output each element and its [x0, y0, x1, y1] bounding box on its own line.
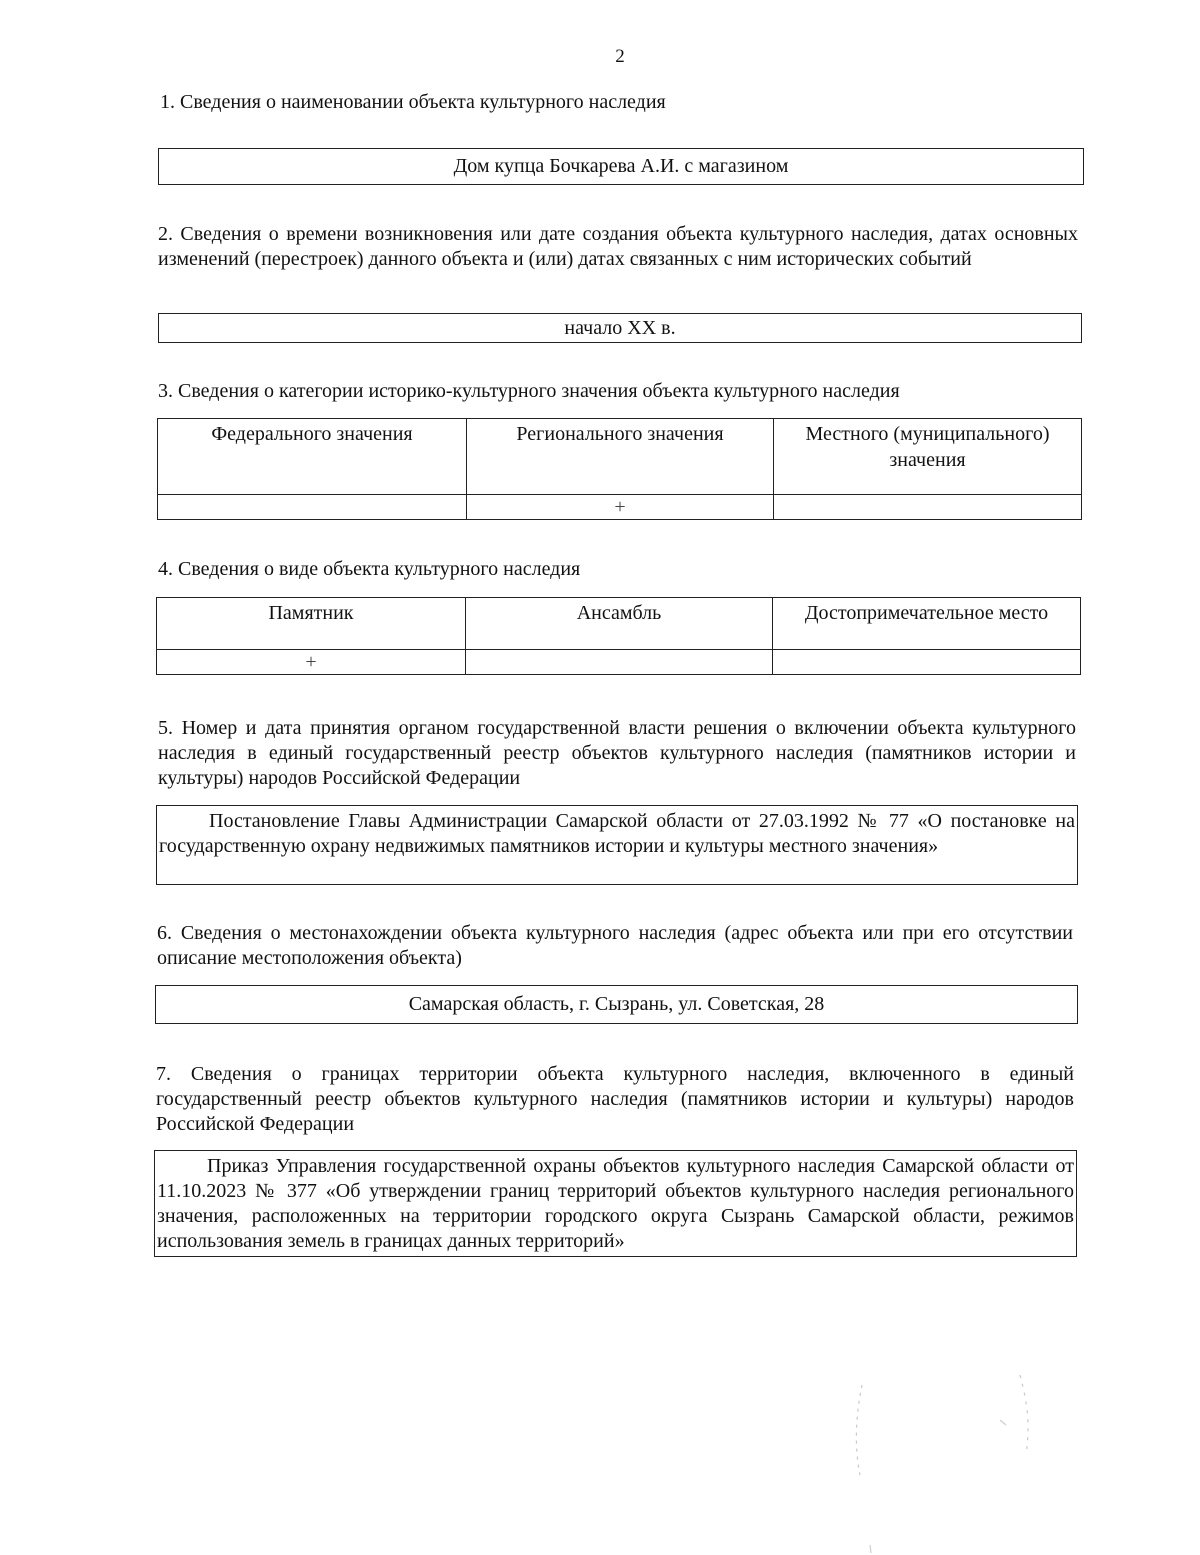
- type-ensemble-mark: [466, 650, 773, 675]
- category-table: [157, 418, 1082, 520]
- register-decision-box: [156, 805, 1078, 885]
- page-number: 2: [615, 46, 625, 67]
- type-landmark-mark: [773, 650, 1081, 675]
- creation-date-value: начало XX в.: [564, 316, 676, 339]
- location-box: [155, 985, 1078, 1024]
- section-3-heading: 3. Сведения о категории историко-культурного значения объекта культурного наследия: [158, 380, 900, 402]
- type-monument-header: Памятник: [157, 598, 466, 650]
- category-local-mark: [774, 495, 1082, 520]
- type-landmark-header: Достопримечательное место: [773, 598, 1081, 650]
- category-federal-header: Федерального значения: [158, 419, 467, 495]
- object-name-box: [158, 148, 1084, 185]
- territory-boundaries-value: Приказ Управления государственной охраны объектов культурного наследия Самарской области от 11.10.2023 № 377 «Об утверждении границ территорий объектов культурного наследия регионального значения, расположенных на территории городского округа Сызрань Самарской области, режимов использования земель в границах данных территорий»: [157, 1155, 1074, 1252]
- type-ensemble-header: Ансамбль: [466, 598, 773, 650]
- section-5-heading: 5. Номер и дата принятия органом государственной власти решения о включении объекта культурного наследия в единый государственный реестр объектов культурного наследия (памятников истории и культуры) народов Российской Федерации: [158, 717, 1076, 789]
- location-value: Самарская область, г. Сызрань, ул. Советская, 28: [408, 993, 825, 1015]
- type-monument-mark: +: [157, 650, 466, 675]
- category-federal-mark: [158, 495, 467, 520]
- category-regional-mark: +: [467, 495, 774, 520]
- register-decision-value: Постановление Главы Администрации Самарской области от 27.03.1992 № 77 «О постановке на государственную охрану недвижимых памятников истории и культуры местного значения»: [159, 810, 1075, 857]
- category-regional-header: Регионального значения: [467, 419, 774, 495]
- type-table: [156, 597, 1081, 675]
- territory-boundaries-box: [154, 1150, 1077, 1257]
- category-local-header: Местного (муниципального) значения: [774, 419, 1082, 495]
- creation-date-box: [158, 313, 1082, 343]
- section-1-heading: 1. Сведения о наименовании объекта культурного наследия: [160, 91, 666, 113]
- faint-scan-marks: [830, 1365, 1050, 1555]
- section-2-heading: 2. Сведения о времени возникновения или дате создания объекта культурного наследия, датах основных изменений (перестроек) данного объекта и (или) датах связанных с ним исторических событий: [158, 223, 1078, 270]
- object-name-value: Дом купца Бочкарева А.И. с магазином: [453, 155, 789, 177]
- section-7-heading: 7. Сведения о границах территории объекта культурного наследия, включенного в единый государственный реестр объектов культурного наследия (памятников истории и культуры) народов Российской Федерации: [156, 1063, 1074, 1135]
- section-4-heading: 4. Сведения о виде объекта культурного наследия: [158, 558, 581, 580]
- section-6-heading: 6. Сведения о местонахождении объекта культурного наследия (адрес объекта или при его отсутствии описание местоположения объекта): [157, 922, 1073, 969]
